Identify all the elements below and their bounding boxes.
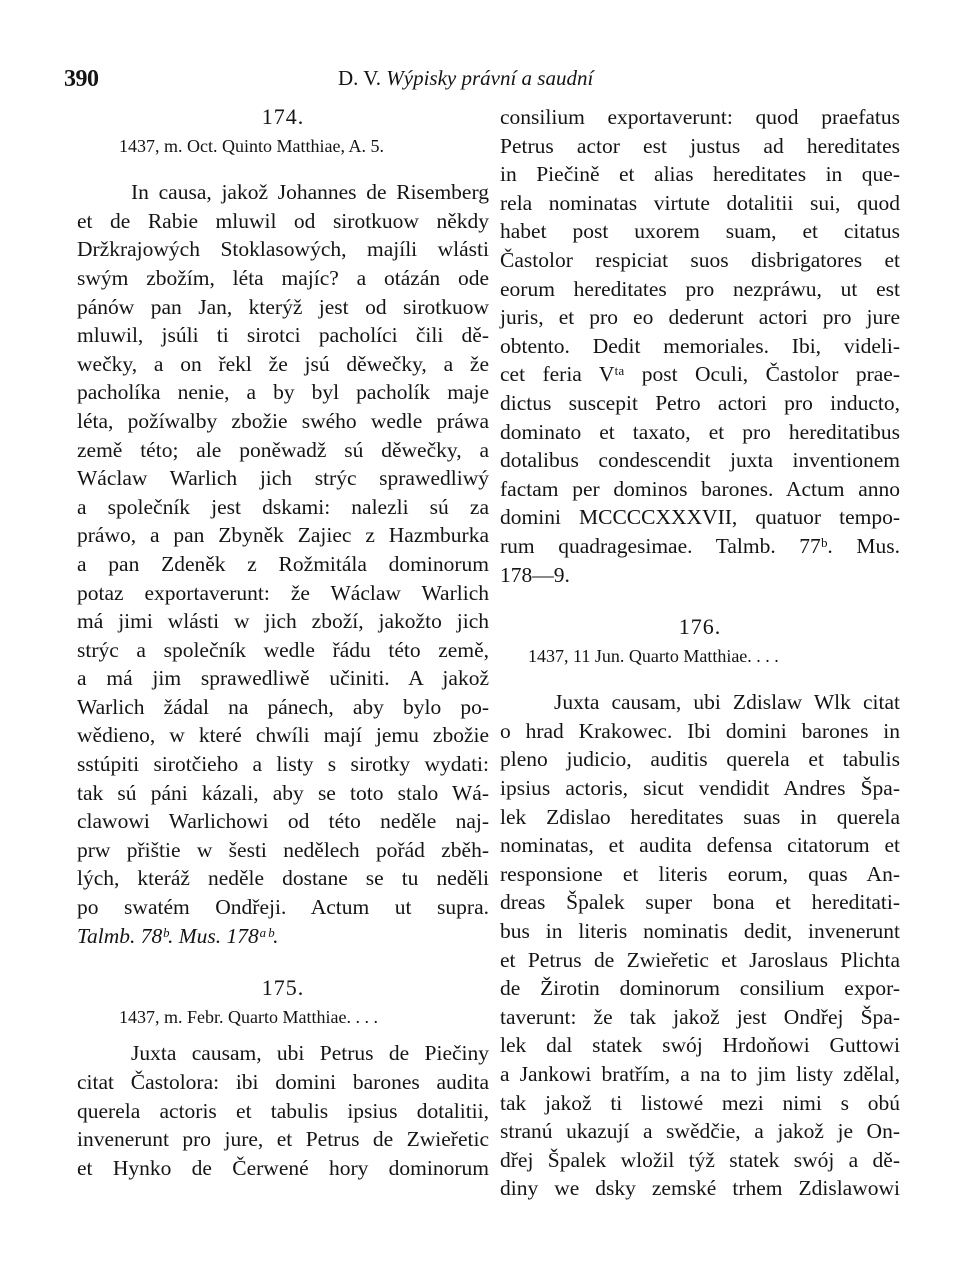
text-line: tak jakož ti listowé mezi nimi s obú xyxy=(500,1090,900,1115)
text-line: rela nominatas virtute dotalitii sui, quod xyxy=(500,190,900,215)
text-line: Juxta causam, ubi Zdislaw Wlk citat xyxy=(554,690,900,715)
text-line: dřej Špalek wložil týž statek swój a dě- xyxy=(500,1147,900,1172)
text-line: práwo, a pan Zbyněk Zajiec z Hazmburka xyxy=(77,523,489,548)
text-line: sstúpiti sirotčieho a listy s sirotky wydati: xyxy=(77,752,489,777)
text-line: et Hynko de Čerwené hory dominorum xyxy=(77,1155,489,1180)
running-title-text: Wýpisky právní a saudní xyxy=(386,66,594,90)
text-line: obtento. Dedit memoriales. Ibi, videli- xyxy=(500,333,900,358)
text-line: o hrad Krakowec. Ibi domini barones in xyxy=(500,718,900,743)
text-line: lých, kteráž neděle dostane se tu neděli xyxy=(77,866,489,891)
entry-date-line: 1437, m. Febr. Quarto Matthiae. . . . xyxy=(119,1006,378,1027)
text-line: In causa, jakož Johannes de Risemberg xyxy=(131,180,489,205)
text-line: po swatém Ondřeji. Actum ut supra. xyxy=(77,895,489,920)
running-title-prefix: D. V. xyxy=(338,66,381,90)
text-line: potaz exportaverunt: že Wáclaw Warlich xyxy=(77,580,489,605)
text-line: diny we dsky zemské trhem Zdislawowi xyxy=(500,1176,900,1201)
text-line: domini MCCCCXXXVII, quatuor tempo- xyxy=(500,505,900,530)
text-line: factam per dominos barones. Actum anno xyxy=(500,476,900,501)
text-line: země této; ale poněwadž sú děwečky, a xyxy=(77,437,489,462)
text-line: mluwil, jsúli ti sirotci pacholíci čili dě- xyxy=(77,323,489,348)
text-line: a společník jest dskami: nalezli sú za xyxy=(77,494,489,519)
text-line: lek dal statek swój Hrdoňowi Guttowi xyxy=(500,1033,900,1058)
text-line: dictus suscepit Petro actori pro inducto, xyxy=(500,390,900,415)
text-line: strýc a společník wedle řádu této země, xyxy=(77,637,489,662)
text-line: consilium exportaverunt: quod praefatus xyxy=(500,105,900,129)
text-line: rum quadragesimae. Talmb. 77ᵇ. Mus. xyxy=(500,533,900,558)
text-line: pleno judicio, auditis querela et tabulis xyxy=(500,747,900,772)
text-line: dotalibus condescendit juxta inventionem xyxy=(500,448,900,473)
text-line: a pan Zdeněk z Rožmitála dominorum xyxy=(77,551,489,576)
entry-date-line: 1437, 11 Jun. Quarto Matthiae. . . . xyxy=(528,645,779,666)
text-line: a Jankowi bratřím, a na to jim listy zdělal, xyxy=(500,1062,900,1086)
running-header xyxy=(0,62,960,98)
text-line: Držkrajowých Stoklasowých, majíli wlásti xyxy=(77,237,489,262)
running-title xyxy=(338,66,593,91)
entry-number: 176. xyxy=(678,614,722,640)
text-line: querela actoris et tabulis ipsius dotalitii, xyxy=(77,1098,489,1123)
text-line: taverunt: že tak jakož jest Ondřej Špa- xyxy=(500,1004,900,1029)
text-line: cet feria Vᵗᵃ post Oculi, Častolor prae- xyxy=(500,362,900,387)
text-line: dominato et taxato, et pro hereditatibus xyxy=(500,419,900,444)
text-line: et Petrus de Zwieřetic et Jaroslaus Plichta xyxy=(500,947,900,972)
text-line: Juxta causam, ubi Petrus de Piečiny xyxy=(131,1041,489,1066)
text-line: citat Častolora: ibi domini barones audita xyxy=(77,1070,489,1094)
text-line: pánów pan Jan, kterýž jest od sirotkuow xyxy=(77,294,489,319)
text-line: Častolor respiciat suos disbrigatores et xyxy=(500,247,900,272)
text-line: a má jim sprawedliwě učiniti. A jakož xyxy=(77,666,489,691)
text-line: Warlich žádal na pánech, aby bylo po- xyxy=(77,694,489,719)
text-line: Petrus actor est justus ad hereditates xyxy=(500,133,900,158)
text-line: wědieno, w které chwíli mají jemu zbožie xyxy=(77,723,489,748)
text-line: tak sú páni kázali, aby se toto stalo Wá- xyxy=(77,780,489,805)
text-line: prw přištie w šesti nedělech pořád zběh- xyxy=(77,837,489,862)
text-line: pacholíka nenie, a by byl pacholík maje xyxy=(77,380,489,405)
entry-date-line: 1437, m. Oct. Quinto Matthiae, A. 5. xyxy=(119,135,384,156)
text-line: swým zbožím, léta majíc? a otázán ode xyxy=(77,265,489,290)
entry-number: 174. xyxy=(261,104,305,129)
text-line: habet post uxorem suam, et citatus xyxy=(500,219,900,244)
text-line: invenerunt pro jure, et Petrus de Zwieřetic xyxy=(77,1127,489,1152)
text-line: responsione et literis eorum, quas An- xyxy=(500,861,900,886)
entry-number: 175. xyxy=(261,975,305,1001)
text-line: de Žirotin dominorum consilium expor- xyxy=(500,976,900,1001)
text-line: clawowi Warlichowi od této neděle naj- xyxy=(77,809,489,834)
text-line: 178—9. xyxy=(500,562,570,587)
text-line: juris, et pro eo dederunt actori pro jure xyxy=(500,305,900,330)
text-line: lek Zdislao hereditates suas in querela xyxy=(500,804,900,829)
text-line: dreas Špalek super bona et hereditati- xyxy=(500,890,900,915)
text-line: eorum hereditates pro nezpráwu, ut est xyxy=(500,276,900,301)
text-line: léta, požíwalby zbožie swého wedle práwa xyxy=(77,408,489,433)
page-number: 390 xyxy=(64,66,99,92)
text-line: wečky, a on řekl že jsú děwečky, a že xyxy=(77,351,489,376)
text-line: bus in literis nominatis dedit, invenerunt xyxy=(500,919,900,944)
text-line: et de Rabie mluwil od sirotkuow někdy xyxy=(77,208,489,233)
right-column xyxy=(500,103,900,1203)
left-column xyxy=(77,103,489,1182)
text-line: in Piečině et alias hereditates in que- xyxy=(500,162,900,187)
text-line: má jimi wlásti w jich zboží, jakožto jich xyxy=(77,609,489,634)
text-line: ipsius actoris, sicut vendidit Andres Špa- xyxy=(500,776,900,801)
text-line: nominatas, et audita defensa citatorum et xyxy=(500,833,900,858)
text-line: Wáclaw Warlich jich strýc sprawedliwý xyxy=(77,466,489,491)
source-reference: Talmb. 78ᵇ. Mus. 178ᵃᵇ. xyxy=(77,923,279,948)
text-line: stranú ukazují a swědčie, a jakož je On- xyxy=(500,1119,900,1144)
